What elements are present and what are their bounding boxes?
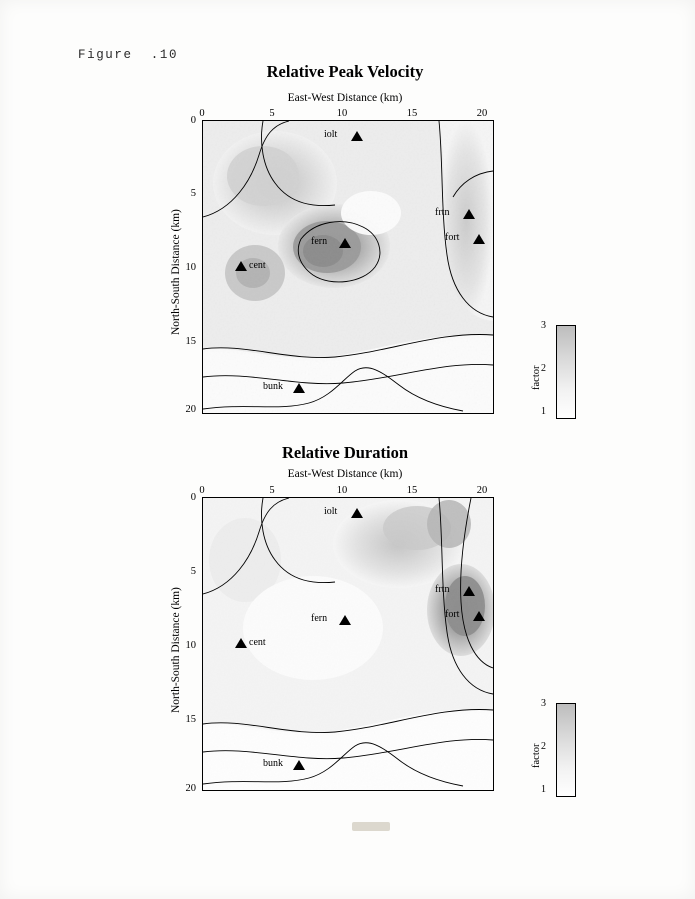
y-tick-10-peak: 10 xyxy=(185,262,196,273)
plot-area-duration xyxy=(202,497,494,791)
x-tick-0-duration: 0 xyxy=(199,485,205,496)
x-tick-10-peak: 10 xyxy=(336,108,348,119)
station-marker-cent-duration xyxy=(235,638,247,648)
station-marker-bunk-duration xyxy=(293,760,305,770)
station-marker-iolt xyxy=(351,131,363,141)
station-marker-fort-duration xyxy=(473,611,485,621)
x-axis-label-peak-velocity: East-West Distance (km) xyxy=(287,92,403,104)
x-tick-10-duration: 10 xyxy=(336,485,348,496)
station-label-iolt-duration: iolt xyxy=(324,506,338,517)
y-tick-20-duration: 20 xyxy=(185,783,196,794)
colorbar-tick-1-peak: 1 xyxy=(541,406,546,417)
station-label-bunk: bunk xyxy=(263,381,283,392)
x-tick-15-duration: 15 xyxy=(406,485,418,496)
station-label-fern-duration: fern xyxy=(311,613,328,624)
y-tick-0-peak: 0 xyxy=(190,115,196,126)
x-tick-5-peak: 5 xyxy=(269,108,275,119)
station-label-bunk-duration: bunk xyxy=(263,758,283,769)
x-tick-20-duration: 20 xyxy=(476,485,488,496)
plot-area-peak-velocity xyxy=(202,120,494,414)
station-marker-iolt-duration xyxy=(351,508,363,518)
colorbar-peak-velocity xyxy=(556,325,576,419)
x-tick-5-duration: 5 xyxy=(269,485,275,496)
colorbar-tick-3-peak: 3 xyxy=(541,320,546,331)
x-tick-20-peak: 20 xyxy=(476,108,488,119)
colorbar-caption-peak: factor xyxy=(531,365,542,390)
y-tick-15-duration: 15 xyxy=(185,714,196,725)
colorbar-tick-2-peak: 2 xyxy=(541,363,546,374)
station-label-frtn: frtn xyxy=(435,207,450,218)
station-label-cent-duration: cent xyxy=(249,637,266,648)
x-tick-15-peak: 15 xyxy=(406,108,418,119)
station-label-frtn-duration: frtn xyxy=(435,584,450,595)
x-tick-0-peak: 0 xyxy=(199,108,205,119)
panel-title-peak-velocity: Relative Peak Velocity xyxy=(266,62,424,81)
colorbar-duration xyxy=(556,703,576,797)
station-label-fort: fort xyxy=(445,232,460,243)
y-axis-label-peak-velocity: North-South Distance (km) xyxy=(170,209,182,335)
colorbar-tick-3-duration: 3 xyxy=(541,698,546,709)
colorbar-tick-2-duration: 2 xyxy=(541,741,546,752)
y-tick-10-duration: 10 xyxy=(185,640,196,651)
station-marker-frtn-duration xyxy=(463,586,475,596)
station-label-cent: cent xyxy=(249,260,266,271)
station-marker-fort xyxy=(473,234,485,244)
figure-caption-label: Figure .10 xyxy=(78,48,179,62)
station-marker-bunk xyxy=(293,383,305,393)
y-tick-5-duration: 5 xyxy=(190,566,196,577)
colorbar-tick-1-duration: 1 xyxy=(541,784,546,795)
station-marker-fern-duration xyxy=(339,615,351,625)
station-marker-frtn xyxy=(463,209,475,219)
y-tick-5-peak: 5 xyxy=(190,188,196,199)
y-tick-0-duration: 0 xyxy=(190,492,196,503)
station-marker-cent xyxy=(235,261,247,271)
station-label-fern: fern xyxy=(311,236,328,247)
station-marker-fern xyxy=(339,238,351,248)
panel-title-duration: Relative Duration xyxy=(281,443,409,462)
y-tick-15-peak: 15 xyxy=(185,336,196,347)
page-smudge-artifact xyxy=(352,822,390,831)
y-axis-label-duration: North-South Distance (km) xyxy=(170,587,182,713)
station-label-iolt: iolt xyxy=(324,129,338,140)
y-tick-20-peak: 20 xyxy=(185,404,196,415)
colorbar-caption-duration: factor xyxy=(531,743,542,768)
x-axis-label-duration: East-West Distance (km) xyxy=(287,468,403,480)
station-label-fort-duration: fort xyxy=(445,609,460,620)
